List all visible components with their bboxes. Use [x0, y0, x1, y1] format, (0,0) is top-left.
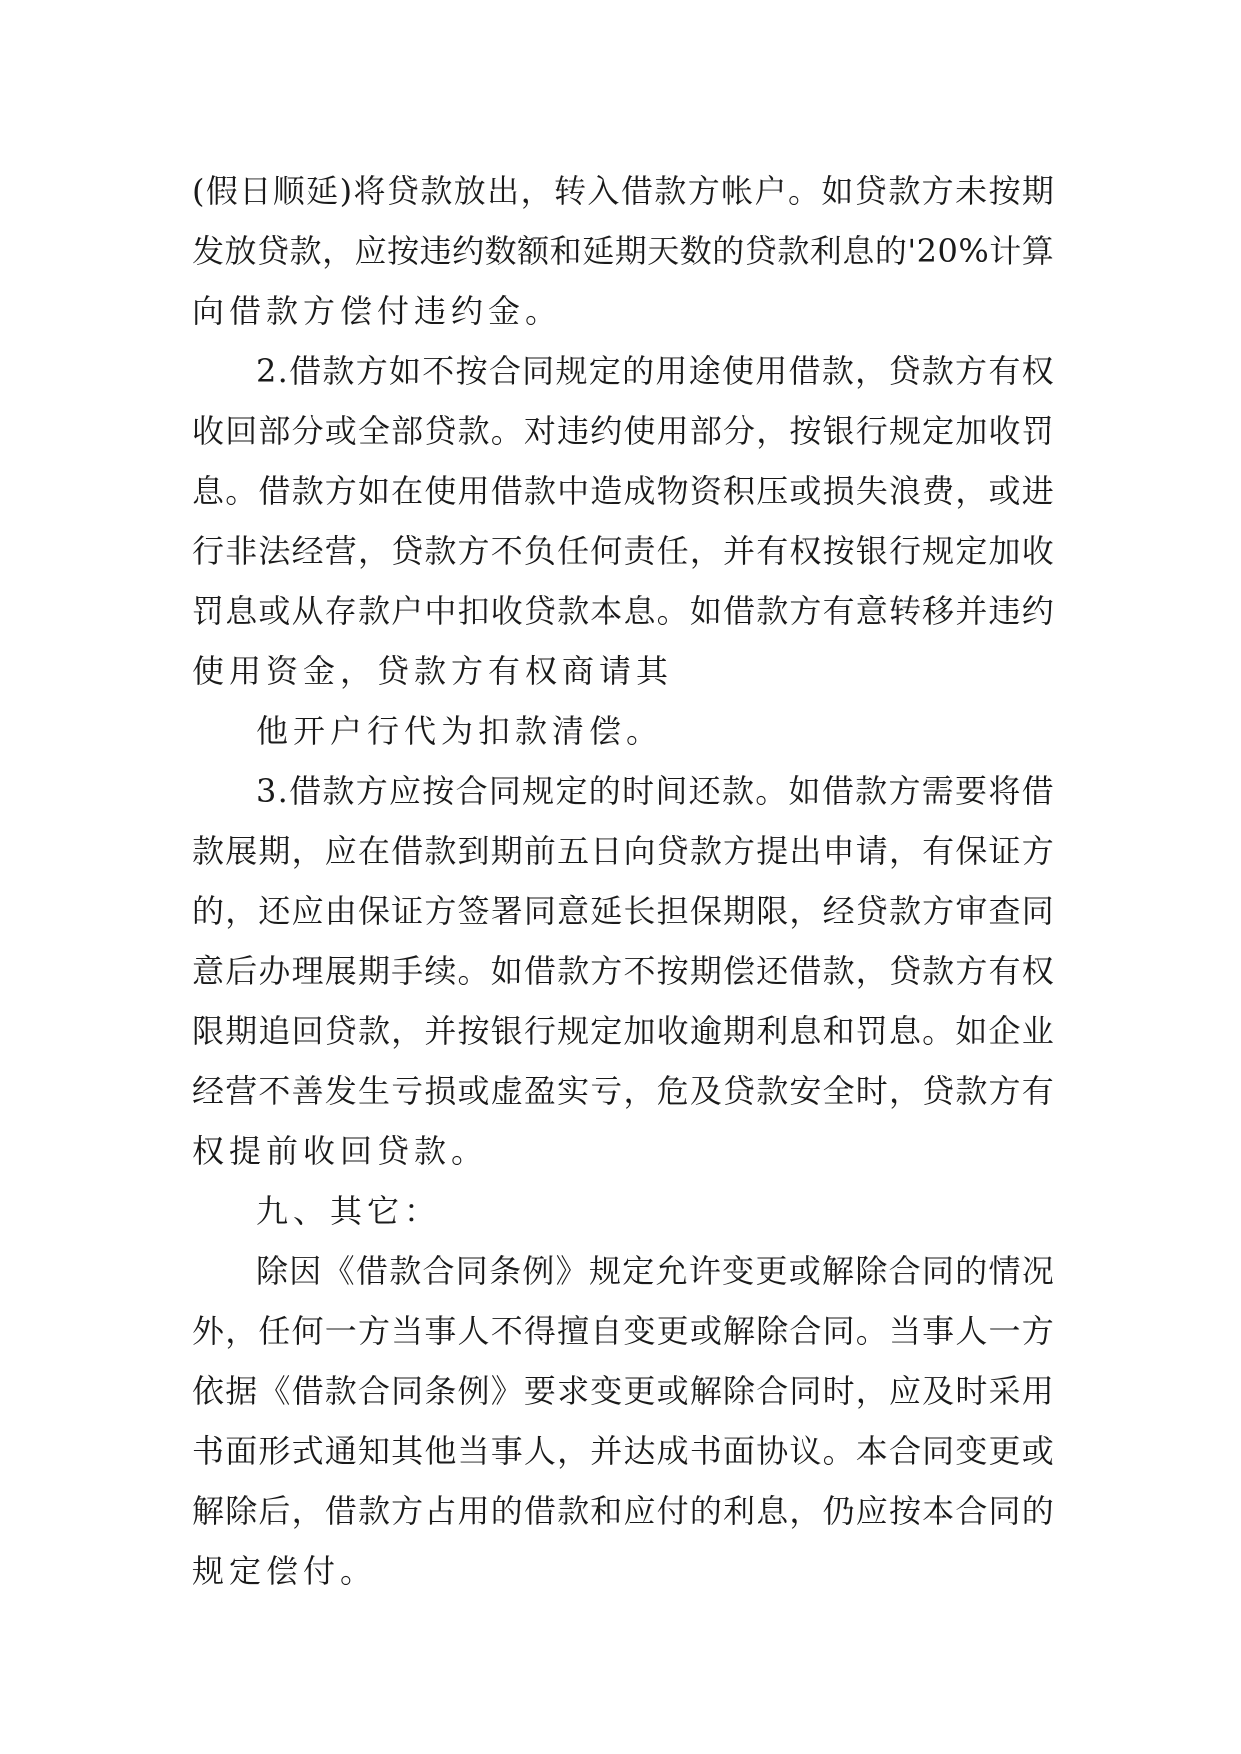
- text-line: 权提前收回贷款。: [192, 1132, 489, 1170]
- text-line: ( 假 日 顺 延 ) 将 贷 款 放 出 ， 转 入 借 款 方 帐 户 。 如 贷 款 方 未 按 期: [192, 172, 1054, 210]
- paragraph-first-line: 除 因 《 借 款 合 同 条 例 》 规 定 允 许 变 更 或 解 除 合 同 的 情 况: [256, 1252, 1054, 1290]
- text-line: 收 回 部 分 或 全 部 贷 款 。 对 违 约 使 用 部 分 ， 按 银 行 规 定 加 收 罚: [192, 412, 1054, 450]
- document-body: [192, 161, 1054, 1601]
- paragraph-item-2-first-line: 2 . 借 款 方 如 不 按 合 同 规 定 的 用 途 使 用 借 款 ， 贷 款 方 有 权: [256, 352, 1054, 390]
- text-line: 息 。 借 款 方 如 在 使 用 借 款 中 造 成 物 资 积 压 或 损 失 浪 费 ， 或 进: [192, 472, 1054, 510]
- text-line: 外 ， 任 何 一 方 当 事 人 不 得 擅 自 变 更 或 解 除 合 同 。 当 事 人 一 方: [192, 1312, 1054, 1350]
- text-line: 款 展 期 ， 应 在 借 款 到 期 前 五 日 向 贷 款 方 提 出 申 请 ， 有 保 证 方: [192, 832, 1054, 870]
- text-line: 依 据 《 借 款 合 同 条 例 》 要 求 变 更 或 解 除 合 同 时 ， 应 及 时 采 用: [192, 1372, 1054, 1410]
- text-line: 书 面 形 式 通 知 其 他 当 事 人 ， 并 达 成 书 面 协 议 。 本 合 同 变 更 或: [192, 1432, 1054, 1470]
- text-line: 意 后 办 理 展 期 手 续 。 如 借 款 方 不 按 期 偿 还 借 款 ， 贷 款 方 有 权: [192, 952, 1054, 990]
- text-line: 向借款方偿付违约金。: [192, 292, 563, 330]
- text-line: 罚 息 或 从 存 款 户 中 扣 收 贷 款 本 息 。 如 借 款 方 有 意 转 移 并 违 约: [192, 592, 1054, 630]
- text-line: 解 除 后 ， 借 款 方 占 用 的 借 款 和 应 付 的 利 息 ， 仍 应 按 本 合 同 的: [192, 1492, 1054, 1530]
- text-line: 发 放 贷 款 ， 应 按 违 约 数 额 和 延 期 天 数 的 贷 款 利 息 的 ' 2 0 % 计 算: [192, 232, 1054, 270]
- text-line: 规定偿付。: [192, 1552, 378, 1590]
- text-line: 限 期 追 回 贷 款 ， 并 按 银 行 规 定 加 收 逾 期 利 息 和 罚 息 。 如 企 业: [192, 1012, 1054, 1050]
- text-line: 的 ， 还 应 由 保 证 方 签 署 同 意 延 长 担 保 期 限 ， 经 贷 款 方 审 查 同: [192, 892, 1054, 930]
- paragraph-item-3-first-line: 3 . 借 款 方 应 按 合 同 规 定 的 时 间 还 款 。 如 借 款 方 需 要 将 借: [256, 772, 1054, 810]
- text-line: 经 营 不 善 发 生 亏 损 或 虚 盈 实 亏 ， 危 及 贷 款 安 全 时 ， 贷 款 方 有: [192, 1072, 1054, 1110]
- text-line: 使用资金，贷款方有权商请其: [192, 652, 674, 690]
- text-line: 行 非 法 经 营 ， 贷 款 方 不 负 任 何 责 任 ， 并 有 权 按 银 行 规 定 加 收: [192, 532, 1054, 570]
- text-line: 他开户行代为扣款清偿。: [256, 712, 664, 750]
- section-heading: 九、其它：: [256, 1192, 442, 1230]
